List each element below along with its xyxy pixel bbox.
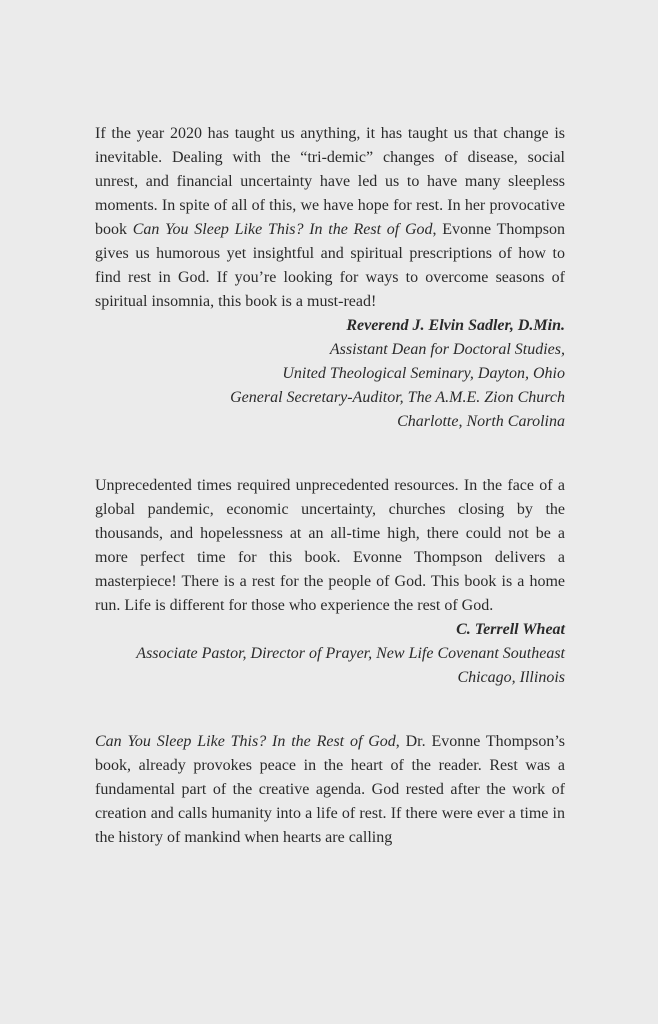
spacer [95,434,565,458]
text-run: , Evonne Thompson gives us humorous yet insightful and spiritual prescriptions of how to find rest in God. If you’re looking for ways to overcome seasons of spiritual insomnia, this book is a must-read! [95,221,566,310]
endorser-location: Charlotte, North Carolina [397,413,565,430]
book-title: Can You Sleep Like This? In the Rest of God [132,221,433,238]
endorser-name: C. Terrell Wheat [456,621,565,638]
endorsement-text-3 [95,730,565,850]
book-title: Can You Sleep Like This? In the Rest of God [95,733,396,750]
spacer [95,690,565,714]
attribution-2 [95,618,565,690]
endorsement-text-1 [95,122,565,314]
text-run: Unprecedented times required unprecedented resources. In the face of a global pandemic, economic uncertainty, churches closing by the thousands, and hopelessness at an all-time high, there could not be a more perfect time for this book. Evonne Thompson delivers a masterpiece! There is a rest for the people of God. This book is a home run. Life is different for those who experience the rest of God. [95,477,565,614]
endorser-name: Reverend J. Elvin Sadler, D.Min. [346,317,565,334]
text-run: , Dr. Evonne Thompson’s book, already provokes peace in the heart of the reader. Rest was a fundamental part of the creative agenda. God rested after the work of creation and calls humanity into a life of rest. If there were ever a time in the history of mankind when hearts are calling [95,733,566,846]
endorsement-text-2 [95,474,565,618]
endorsements-column [95,122,565,850]
endorser-location: Chicago, Illinois [457,669,565,686]
endorser-title: United Theological Seminary, Dayton, Ohio [282,365,565,382]
text-run: If the year 2020 has taught us anything, it has taught us that change is inevitable. Dealing with the “tri-demic” changes of disease, social unrest, and financial uncertainty have led us to have many sleepless moments. In spite of all of this, we have hope for rest. In her provocative book [95,125,565,238]
endorser-title: General Secretary-Auditor, The A.M.E. Zion Church [230,389,565,406]
attribution-1 [95,314,565,434]
endorser-title: Assistant Dean for Doctoral Studies, [329,341,565,358]
endorser-title: Associate Pastor, Director of Prayer, New Life Covenant Southeast [136,645,565,662]
